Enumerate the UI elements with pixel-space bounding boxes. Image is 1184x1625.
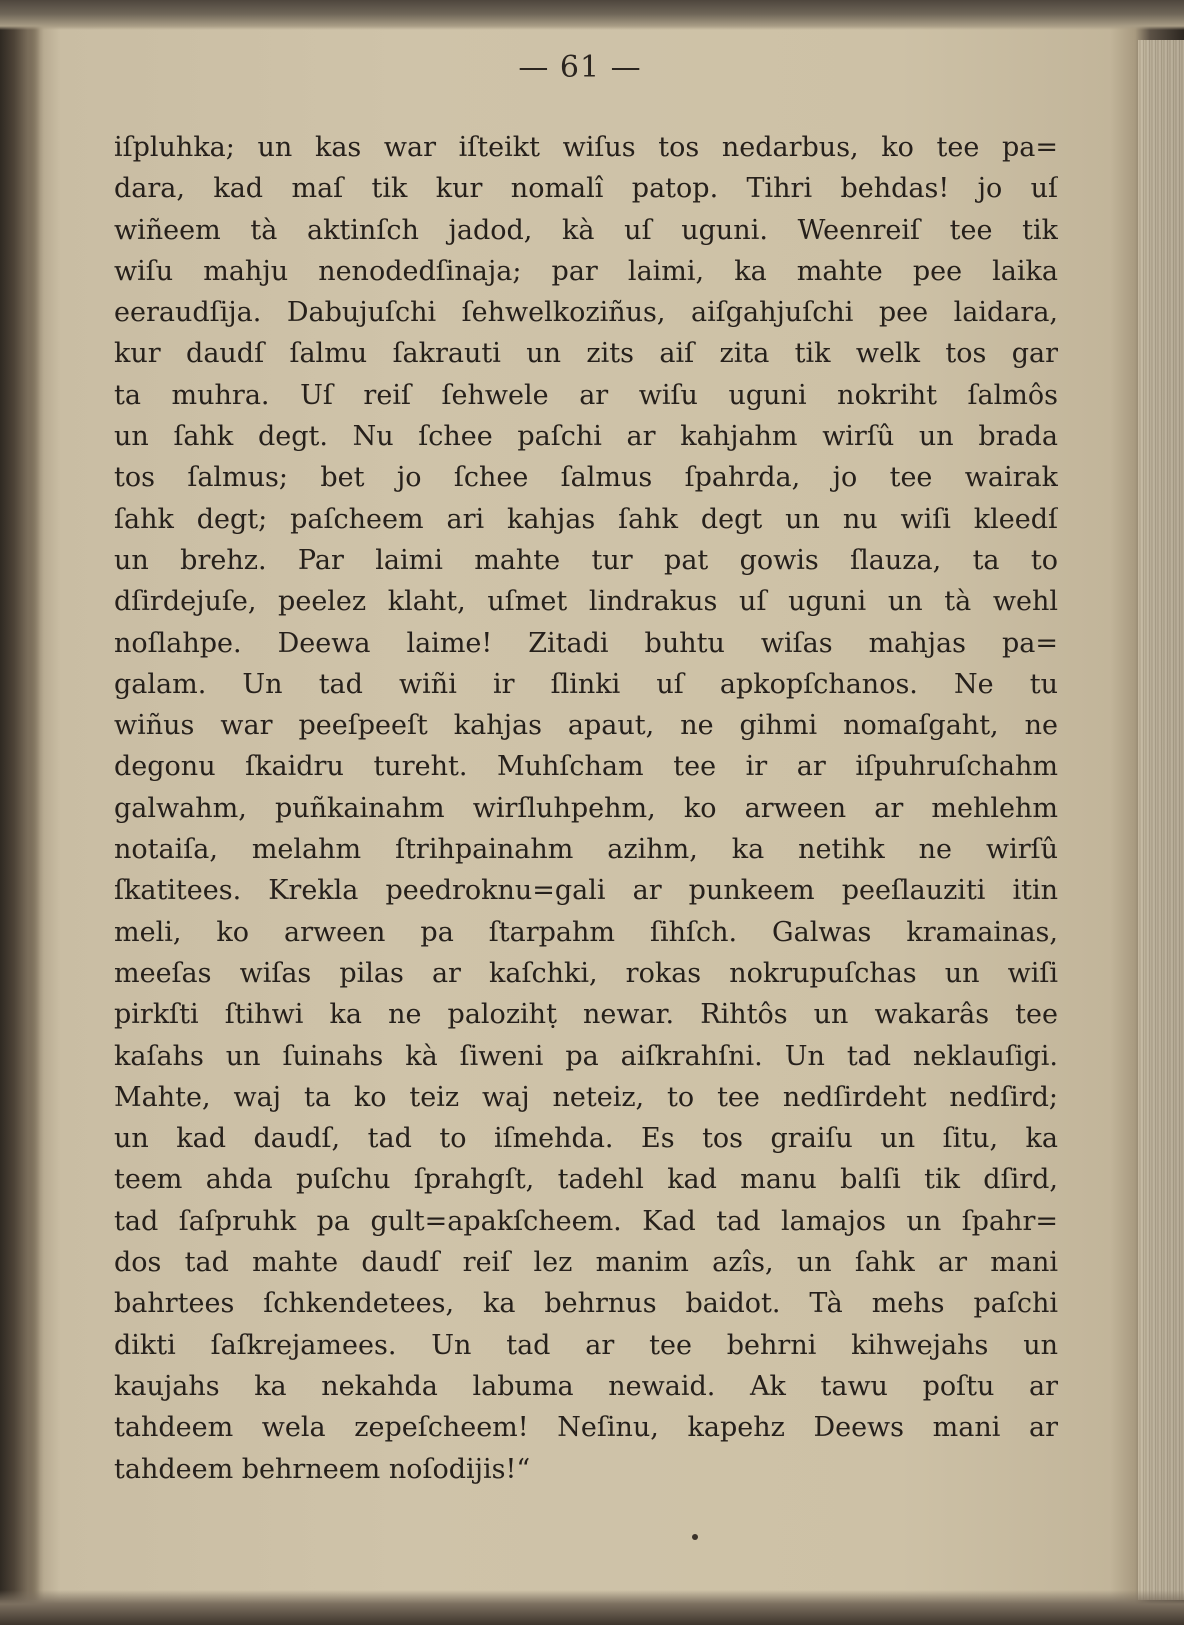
text-line: wiñus war peeſpeeſt kahjas apaut, ne gihmi nomaſgaht, ne [114,710,1058,742]
text-line: wiſu mahju nenodedſinaja; par laimi, ka mahte pee laika [114,255,1058,287]
text-line: galwahm, puñkainahm wirſluhpehm, ko arween ar mehlehm [114,792,1058,824]
body-text [114,127,1058,1490]
page-fore-edge [1138,40,1184,1600]
ink-speck [692,1534,698,1540]
text-line: un kad daudſ, tad to iſmehda. Es tos graiſu un ſitu, ka [114,1123,1058,1155]
text-line: teem ahda puſchu ſprahgſt, tadehl kad manu balſi tik dſird, [114,1164,1058,1196]
text-line: ſahk degt; paſcheem ari kahjas ſahk degt un nu wiſi kleedſ [114,503,1058,535]
text-line: un ſahk degt. Nu ſchee paſchi ar kahjahm wirſû un brada [114,421,1058,453]
text-line: eeraudſija. Dabujuſchi ſehwelkoziñus, aiſgahjuſchi pee laidara, [114,297,1058,329]
text-line: iſpluhka; un kas war iſteikt wiſus tos nedarbus, ko tee pa= [114,132,1058,163]
book-page [60,30,1120,1600]
text-line: pirkſti ſtihwi ka ne palozihṭ newar. Rihtôs un wakarâs tee [114,999,1058,1031]
text-line: wiñeem tà aktinſch jadod, kà uſ uguni. Weenreiſ tee tik [114,214,1058,246]
text-line: dſirdejuſe, peelez klaht, uſmet lindrakus uſ uguni un tà wehl [114,586,1058,618]
text-line: tos ſalmus; bet jo ſchee ſalmus ſpahrda, jo tee wairak [114,462,1058,494]
text-line: meli, ko arween pa ſtarpahm ſihſch. Galwas kramainas, [114,916,1058,948]
text-line: ta muhra. Uſ reiſ ſehwele ar wiſu uguni nokriht ſalmôs [114,379,1058,411]
text-line: noſlahpe. Deewa laime! Zitadi buhtu wiſas mahjas pa= [114,627,1058,659]
text-line: bahrtees ſchkendetees, ka behrnus baidot. Tà mehs paſchi [114,1288,1058,1320]
text-line: Mahte, waj ta ko teiz waj neteiz, to tee nedſirdeht nedſird; [114,1081,1058,1113]
text-line: ſkatitees. Krekla peedroknu=gali ar punkeem peeſlauziti itin [114,875,1058,907]
text-line: meeſas wiſas pilas ar kaſchki, rokas nokrupuſchas un wiſi [114,957,1058,989]
text-line: notaiſa, melahm ſtrihpainahm azihm, ka netihk ne wirſû [114,834,1058,866]
text-line: tad ſaſpruhk pa gult=apakſcheem. Kad tad lamajos un ſpahr= [114,1205,1058,1237]
text-line: dikti ſaſkrejamees. Un tad ar tee behrni kihwejahs un [114,1329,1058,1361]
text-line: kaujahs ka nekahda labuma newaid. Ak tawu poſtu ar [114,1370,1058,1402]
text-line: tahdeem behrneem noſodijis!“ [114,1453,531,1485]
text-line: galam. Un tad wiñi ir ſlinki uſ apkopſchanos. Ne tu [114,668,1058,700]
page-number: — 61 — [518,50,642,85]
text-line: degonu ſkaidru tureht. Muhſcham tee ir ar iſpuhruſchahm [114,751,1058,783]
text-line: dara, kad maſ tik kur nomalî patop. Tihri behdas! jo uſ [114,173,1058,205]
book-spine-shadow [0,20,40,1600]
page-top-edge [0,0,1184,30]
text-line: tahdeem wela zepeſcheem! Neſinu, kapehz Deews mani ar [114,1412,1058,1444]
text-line: kur daudſ ſalmu ſakrauti un zits aiſ zita tik welk tos gar [114,338,1058,370]
text-line: un brehz. Par laimi mahte tur pat gowis ſlauza, ta to [114,544,1058,576]
text-line: kaſahs un ſuinahs kà ſiweni pa aiſkrahſni. Un tad neklauſigi. [114,1040,1058,1072]
text-line: dos tad mahte daudſ reiſ lez manim azîs, un ſahk ar mani [114,1247,1058,1279]
